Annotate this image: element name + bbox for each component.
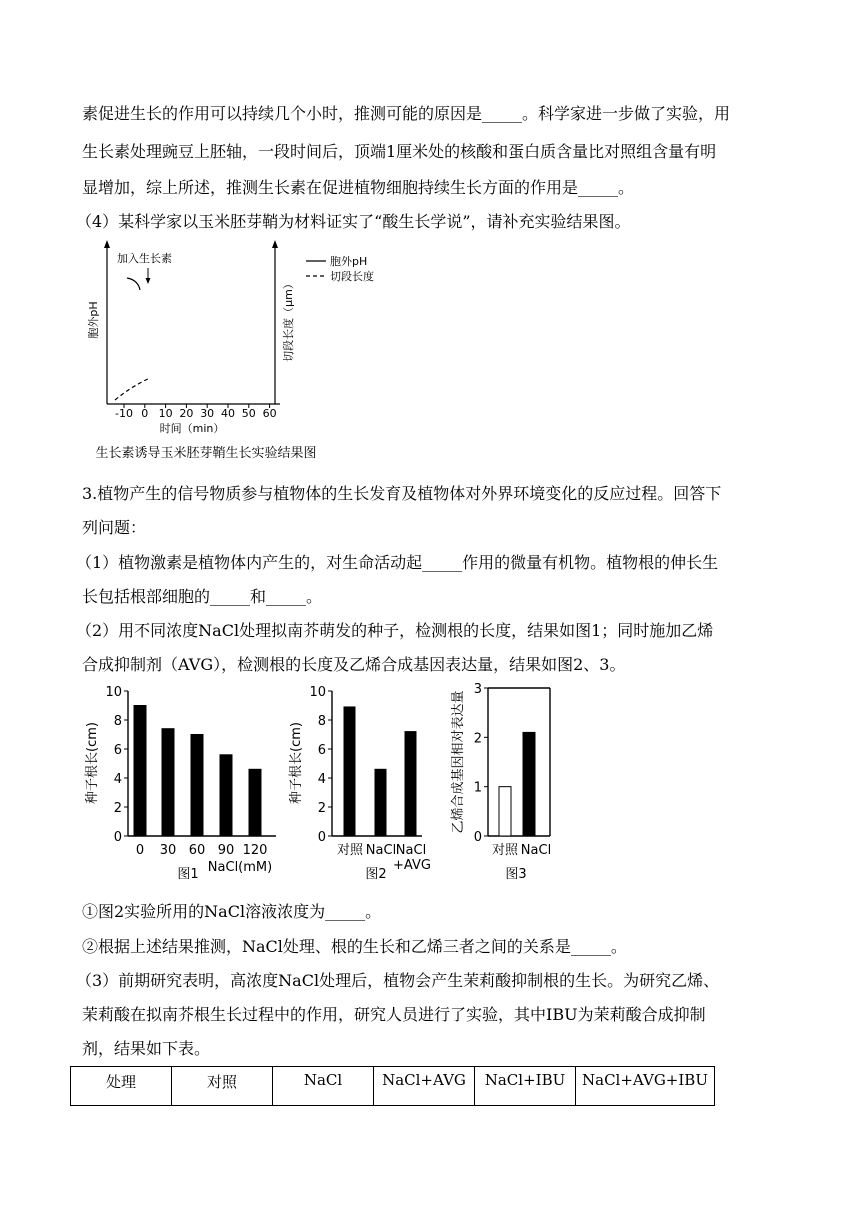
annotation-add-auxin: 加入生长素 [117,252,172,265]
legend-length: 切段长度 [330,270,374,283]
bar [344,707,355,836]
table-cell: 处理 [71,1067,172,1106]
x-tick-label: 60 [262,407,277,420]
category-label: +AVG [393,858,431,873]
bar [162,729,174,836]
table-cell: NaCl+AVG [374,1067,475,1106]
table-cell: NaCl+IBU [475,1067,576,1106]
category-label: 0 [135,843,145,858]
y-tick-label: 3 [473,682,482,697]
figure-caption: 图1 [177,867,199,882]
table-cell: NaCl+AVG+IBU [576,1067,715,1106]
category-label: NaCl [520,843,552,858]
text-line: 长包括根部细胞的_____和_____。 [82,587,323,606]
x-axis-label: NaCl(mM) [207,860,273,875]
bar [134,706,146,837]
ph-curve [127,278,140,290]
bar [249,769,261,836]
y-axis-label: 乙烯合成基因相对表达量 [451,690,466,834]
text-line: 生长素处理豌豆上胚轴，一段时间后，顶端1厘米处的核酸和蛋白质含量比对照组含量有明 [82,142,717,161]
ph-experiment-figure [80,236,420,466]
y-axis-label: 种子根长(cm) [85,722,100,804]
question-3-1: （1）植物激素是植物体内产生的，对生命活动起_____作用的微量有机物。植物根的伸长生 [76,553,719,572]
category-label: 120 [242,843,268,858]
figure-caption: 图3 [505,867,527,882]
question-3-2-a: ①图2实验所用的NaCl溶液浓度为_____。 [82,902,382,921]
question-3-3: （3）前期研究表明，高浓度NaCl处理后，植物会产生茉莉酸抑制根的生长。为研究乙烯、 [76,971,720,990]
x-tick-label: 10 [158,407,173,420]
y-tick-label: 10 [309,685,326,700]
bar [405,732,416,836]
y-axis-label: 种子根长(cm) [289,722,304,804]
y-tick-label: 10 [105,685,122,700]
y-tick-label: 4 [113,772,122,787]
text-line: 茉莉酸在拟南芥根生长过程中的作用，研究人员进行了实验，其中IBU为茉莉酸合成抑制 [82,1005,706,1024]
figure-caption: 生长素诱导玉米胚芽鞘生长实验结果图 [95,446,317,461]
category-label: 90 [217,843,235,858]
y-tick-label: 2 [113,801,122,816]
figure-1 [82,676,282,886]
legend-ph: 胞外pH [330,255,368,268]
y-tick-label: 6 [317,743,326,758]
text-line: 列问题： [82,518,147,537]
left-ylabel: 胞外pH [87,301,100,339]
category-label: NaCl [395,843,427,858]
bar [499,787,511,836]
bar [375,769,386,836]
bar [191,735,203,837]
question-3-2: （2）用不同浓度NaCl处理拟南芥萌发的种子，检测根的长度，结果如图1；同时施加乙烯 [76,621,714,640]
figure-2 [286,676,446,886]
y-tick-label: 0 [317,830,326,845]
y-tick-label: 6 [113,743,122,758]
x-tick-label: 40 [221,407,235,420]
text-line: 显增加，综上所述，推测生长素在促进植物细胞持续生长方面的作用是_____。 [82,178,635,197]
table-header-row [71,1067,715,1106]
y-tick-label: 2 [317,801,326,816]
results-table [70,1066,715,1106]
text-line: 合成抑制剂（AVG），检测根的长度及乙烯合成基因表达量，结果如图2、3。 [82,655,626,674]
y-tick-label: 2 [473,731,482,747]
text-line: 素促进生长的作用可以持续几个小时，推测可能的原因是_____。科学家进一步做了实验，用 [82,104,731,123]
y-tick-label: 4 [317,772,326,787]
bar [220,755,232,836]
y-tick-label: 0 [473,830,482,845]
category-label: 对照 [336,843,364,858]
y-tick-label: 0 [113,830,122,845]
question-4: （4）某科学家以玉米胚芽鞘为材料证实了“酸生长学说”，请补充实验结果图。 [76,212,631,231]
y-tick-label: 8 [317,714,326,729]
x-tick-label: -10 [115,407,133,420]
figure-caption: 图2 [365,867,387,882]
y-tick-label: 1 [473,780,482,796]
x-tick-label: 50 [241,407,256,420]
table-cell: 对照 [172,1067,273,1106]
x-tick-label: 0 [141,407,149,420]
question-3-2-b: ②根据上述结果推测，NaCl处理、根的生长和乙烯三者之间的关系是_____。 [82,937,627,956]
category-label: NaCl [365,843,397,858]
question-3: 3.植物产生的信号物质参与植物体的生长发育及植物体对外界环境变化的反应过程。回答下 [82,484,722,503]
x-tick-label: 20 [179,407,194,420]
x-tick-label: 30 [200,407,215,420]
category-label: 30 [159,843,177,858]
category-label: 对照 [491,843,519,858]
bar [523,732,535,836]
figure-3 [448,676,560,886]
x-axis-label: 时间（min） [159,422,225,435]
right-ylabel: 切段长度（μm） [282,278,295,362]
table-cell: NaCl [273,1067,374,1106]
y-tick-label: 8 [113,714,122,729]
text-line: 剂，结果如下表。 [82,1039,211,1058]
length-curve [115,378,150,400]
category-label: 60 [188,843,206,858]
